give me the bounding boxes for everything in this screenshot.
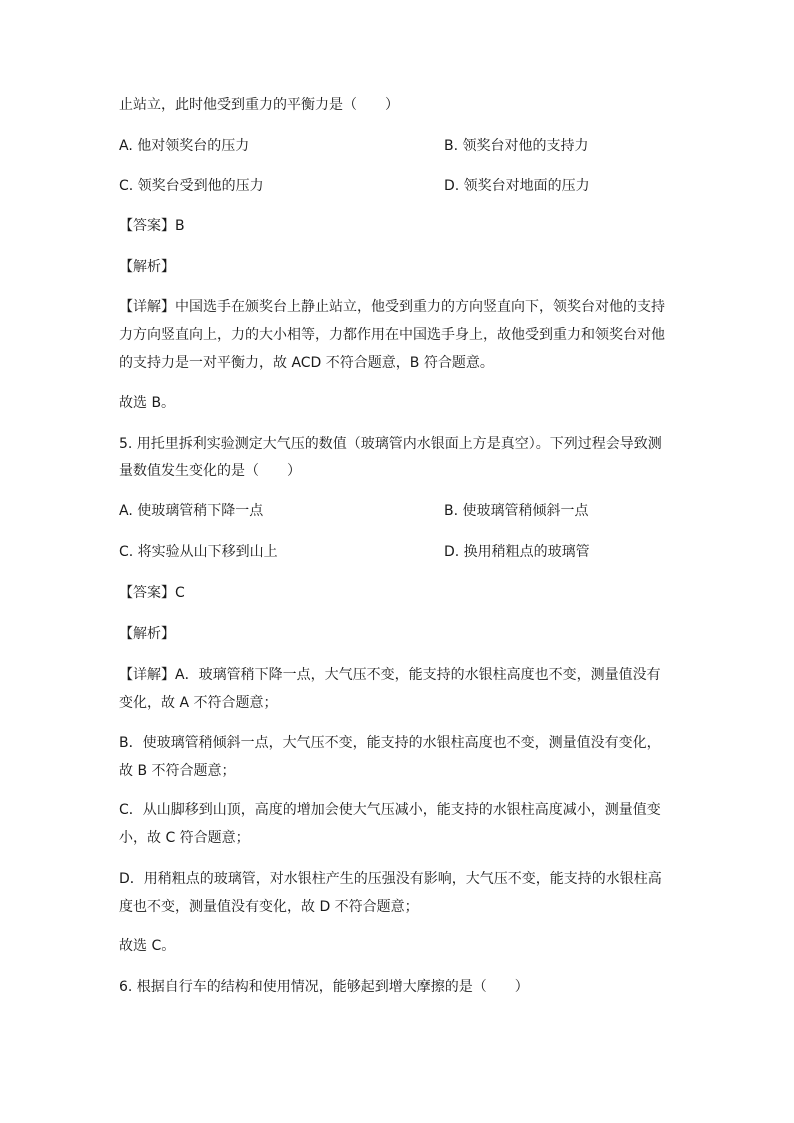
q5-option-d: D. 换用稍粗点的玻璃管 <box>444 544 590 560</box>
q4-option-c: C. 领奖台受到他的压力 <box>119 178 264 194</box>
q5-stem-line: 量数值发生变化的是（ ） <box>119 463 301 479</box>
q4-conclusion: 故选 B。 <box>119 395 176 411</box>
q5-answer: 【答案】C <box>119 585 185 601</box>
q4-detail-line: 力方向竖直向上，力的大小相等，力都作用在中国选手身上，故他受到重力和领奖台对他 <box>119 327 665 343</box>
q5-option-c: C. 将实验从山下移到山上 <box>119 544 278 560</box>
q5-option-b: B. 使玻璃管稍倾斜一点 <box>444 503 589 519</box>
q4-analysis-heading: 【解析】 <box>119 259 175 275</box>
q5-detail-line: 故 B 不符合题意； <box>119 763 236 779</box>
q5-option-a: A. 使玻璃管稍下降一点 <box>119 503 264 519</box>
q5-detail-line: 变化，故 A 不符合题意； <box>119 695 278 711</box>
q5-detail-line: C．从山脚移到山顶，高度的增加会使大气压减小，能支持的水银柱高度减小，测量值变 <box>119 802 661 818</box>
q5-detail-line: D．用稍粗点的玻璃管，对水银柱产生的压强没有影响，大气压不变，能支持的水银柱高 <box>119 871 662 887</box>
q5-detail-line: 【详解】A．玻璃管稍下降一点，大气压不变，能支持的水银柱高度也不变，测量值没有 <box>119 667 661 683</box>
q4-detail-line: 【详解】中国选手在颁奖台上静止站立，他受到重力的方向竖直向下，领奖台对他的支持 <box>119 299 665 315</box>
q6-stem: 6. 根据自行车的结构和使用情况，能够起到增大摩擦的是（ ） <box>119 979 529 995</box>
q4-detail-line: 的支持力是一对平衡力，故 ACD 不符合题意，B 符合题意。 <box>119 355 494 371</box>
q4-stem-tail: 止站立，此时他受到重力的平衡力是（ ） <box>119 97 399 113</box>
q4-option-b: B. 领奖台对他的支持力 <box>444 138 589 154</box>
q4-option-a: A. 他对领奖台的压力 <box>119 138 250 154</box>
q5-detail-line: B．使玻璃管稍倾斜一点，大气压不变，能支持的水银柱高度也不变，测量值没有变化， <box>119 735 661 751</box>
q5-detail-line: 小，故 C 符合题意； <box>119 830 250 846</box>
q5-analysis-heading: 【解析】 <box>119 626 175 642</box>
q4-answer: 【答案】B <box>119 218 185 234</box>
q5-detail-line: 度也不变，测量值没有变化，故 D 不符合题意； <box>119 899 419 915</box>
q5-conclusion: 故选 C。 <box>119 938 176 954</box>
q5-stem-line: 5. 用托里拆利实验测定大气压的数值（玻璃管内水银面上方是真空）。下列过程会导致测 <box>119 436 662 452</box>
q4-option-d: D. 领奖台对地面的压力 <box>444 178 590 194</box>
